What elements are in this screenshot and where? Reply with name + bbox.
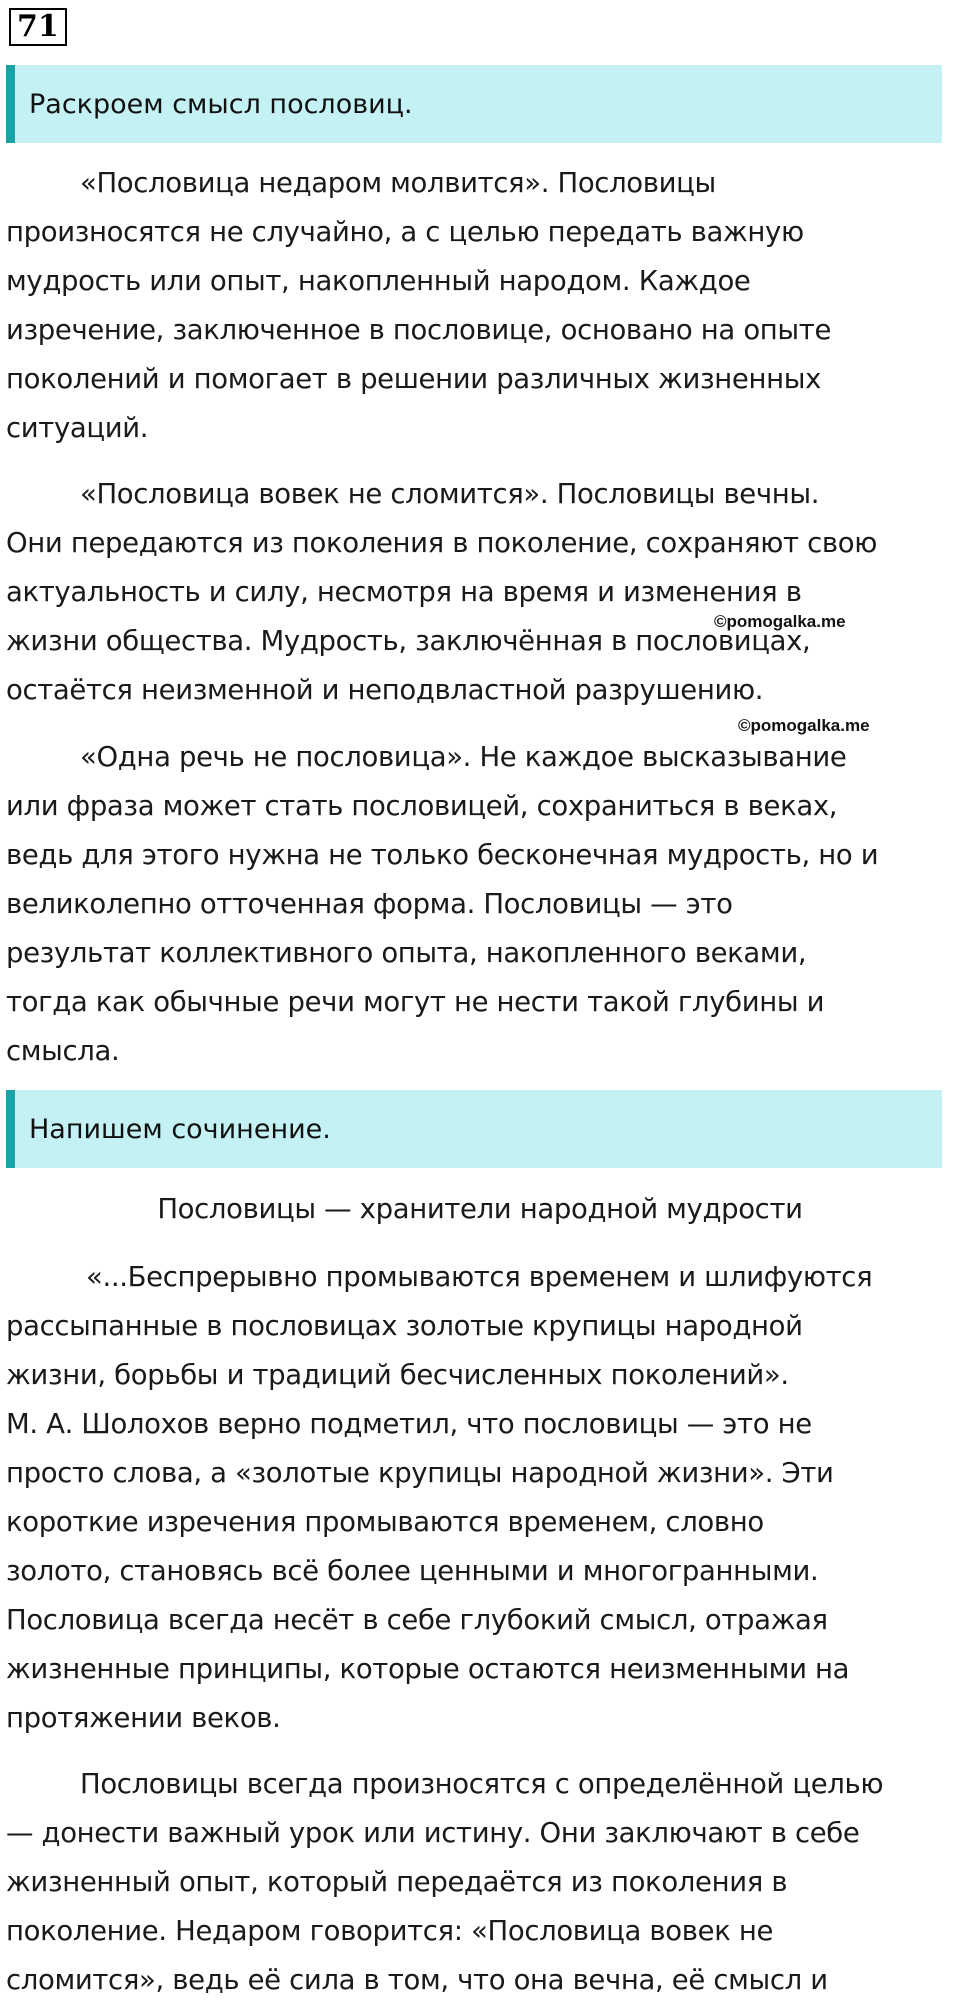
text-line: мудрость или опыт, накопленный народом. Каждое: [6, 265, 751, 297]
text-line: жизни, борьбы и традиций бесчисленных поколений».: [6, 1359, 789, 1391]
essay-title: Пословицы — хранители народной мудрости: [157, 1193, 803, 1225]
text-line: М. А. Шолохов верно подметил, что пословицы — это не: [6, 1408, 812, 1440]
paragraph-proverb-2: [6, 470, 954, 715]
watermark: ©pomogalka.me: [714, 612, 846, 631]
text-line: протяжении веков.: [6, 1702, 281, 1734]
text-line: ведь для этого нужна не только бесконечная мудрость, но и: [6, 839, 879, 871]
text-line: Они передаются из поколения в поколение, сохраняют свою: [6, 527, 878, 559]
text-line: жизни общества. Мудрость, заключённая в пословицах,: [6, 625, 811, 657]
text-line: поколений и помогает в решении различных жизненных: [6, 363, 821, 395]
text-line: жизненный опыт, который передаётся из поколения в: [6, 1866, 788, 1898]
section-header-meaning: Раскроем смысл пословиц.: [6, 65, 942, 143]
text-line: «...Беспрерывно промываются временем и шлифуются: [86, 1261, 873, 1293]
section-header-essay: Напишем сочинение.: [6, 1090, 942, 1168]
text-line: золото, становясь всё более ценными и многогранными.: [6, 1555, 819, 1587]
text-line: остаётся неизменной и неподвластной разрушению.: [6, 674, 764, 706]
text-line: Пословицы всегда произносятся с определённой целью: [80, 1768, 884, 1800]
text-line: «Пословица вовек не сломится». Пословицы вечны.: [80, 478, 820, 510]
text-line: изречение, заключенное в пословице, основано на опыте: [6, 314, 832, 346]
text-line: результат коллективного опыта, накопленного веками,: [6, 937, 807, 969]
paragraph-proverb-3: [6, 733, 954, 1076]
paragraph-proverb-1: [6, 159, 954, 453]
text-line: — донести важный урок или истину. Они заключают в себе: [6, 1817, 860, 1849]
text-line: поколение. Недаром говорится: «Пословица вовек не: [6, 1915, 774, 1947]
task-number: 71: [9, 8, 67, 46]
text-line: Пословица всегда несёт в себе глубокий смысл, отражая: [6, 1604, 828, 1636]
text-line: ситуаций.: [6, 412, 149, 444]
text-line: произносятся не случайно, а с целью передать важную: [6, 216, 804, 248]
essay-paragraph-2: [6, 1760, 954, 2005]
text-line: жизненные принципы, которые остаются неизменными на: [6, 1653, 850, 1685]
text-line: «Одна речь не пословица». Не каждое высказывание: [80, 741, 847, 773]
text-line: смысла.: [6, 1035, 120, 1067]
text-line: тогда как обычные речи могут не нести такой глубины и: [6, 986, 825, 1018]
text-line: актуальность и силу, несмотря на время и изменения в: [6, 576, 802, 608]
text-line: рассыпанные в пословицах золотые крупицы народной: [6, 1310, 803, 1342]
text-line: или фраза может стать пословицей, сохраниться в веках,: [6, 790, 838, 822]
text-line: просто слова, а «золотые крупицы народной жизни». Эти: [6, 1457, 834, 1489]
text-line: сломится», ведь её сила в том, что она вечна, её смысл и: [6, 1964, 828, 1996]
text-line: великолепно отточенная форма. Пословицы — это: [6, 888, 733, 920]
text-line: короткие изречения промываются временем, словно: [6, 1506, 764, 1538]
essay-paragraph-1: [6, 1253, 954, 1743]
watermark: ©pomogalka.me: [738, 716, 870, 735]
text-line: «Пословица недаром молвится». Пословицы: [80, 167, 716, 199]
